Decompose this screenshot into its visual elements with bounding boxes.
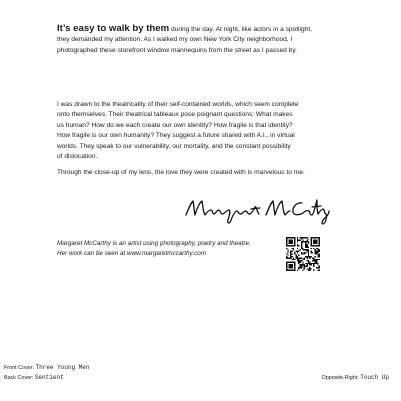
p2-line-6: of dislocation. [57,153,98,161]
credit-back-label: Back Cover: [4,375,35,381]
p2-line-3: us human? How do we each create our own identity? How fragile is that identity? [57,121,293,129]
signature-image [180,193,330,227]
essay-paragraph-1 [57,24,345,56]
credit-back-value: Sentient [34,374,64,381]
essay-paragraph-3 [57,168,345,178]
artist-bio [57,239,267,258]
p1-line-1-text: during the day. At night, like actors in a spotlight, [169,26,312,33]
credit-back-cover [4,374,64,382]
p2-line-4: How fragile is our own humanity? They suggest a future shared with A.I., in virtual [57,132,295,140]
p3-line-1: Through the close-up of my lens, the love they were created with is marvelous to me. [57,169,305,176]
essay-paragraph-2 [57,100,345,162]
bio-line-2: Her work can be seen at www.margaretmccarthy.com [57,249,206,257]
credit-front-label: Front Cover: [4,365,36,371]
photo-credits [4,364,397,388]
credit-opposite-value: Touch Up [360,374,389,381]
p2-line-5: worlds. They speak to our vulnerability, our mortality, and the constant possibility [57,142,291,150]
bio-line-1: Margaret McCarthy is an artist using photography, poetry and theatre. [57,240,251,247]
p1-line-1 [57,24,345,35]
credit-front-value: Three Young Men [35,364,90,371]
credit-front-cover [4,364,89,372]
credit-opposite-label: Opposite,Right: [321,375,361,381]
credit-opposite-right [322,374,389,382]
p1-line-3: photographed these storefront window mannequins from the street as I passed by. [57,46,297,54]
essay-lead: It’s easy to walk by them [57,23,170,34]
qr-code-icon[interactable] [286,237,320,271]
p1-line-2: they demanded my attention. As I walked my own New York City neighborhood, I [57,36,293,44]
p2-line-2: onto themselves. Their theatrical tableaux pose poignant questions: What makes [57,111,293,119]
p2-line-1: I was drawn to the theatricality of their self-contained worlds, which seem complete [57,101,299,108]
